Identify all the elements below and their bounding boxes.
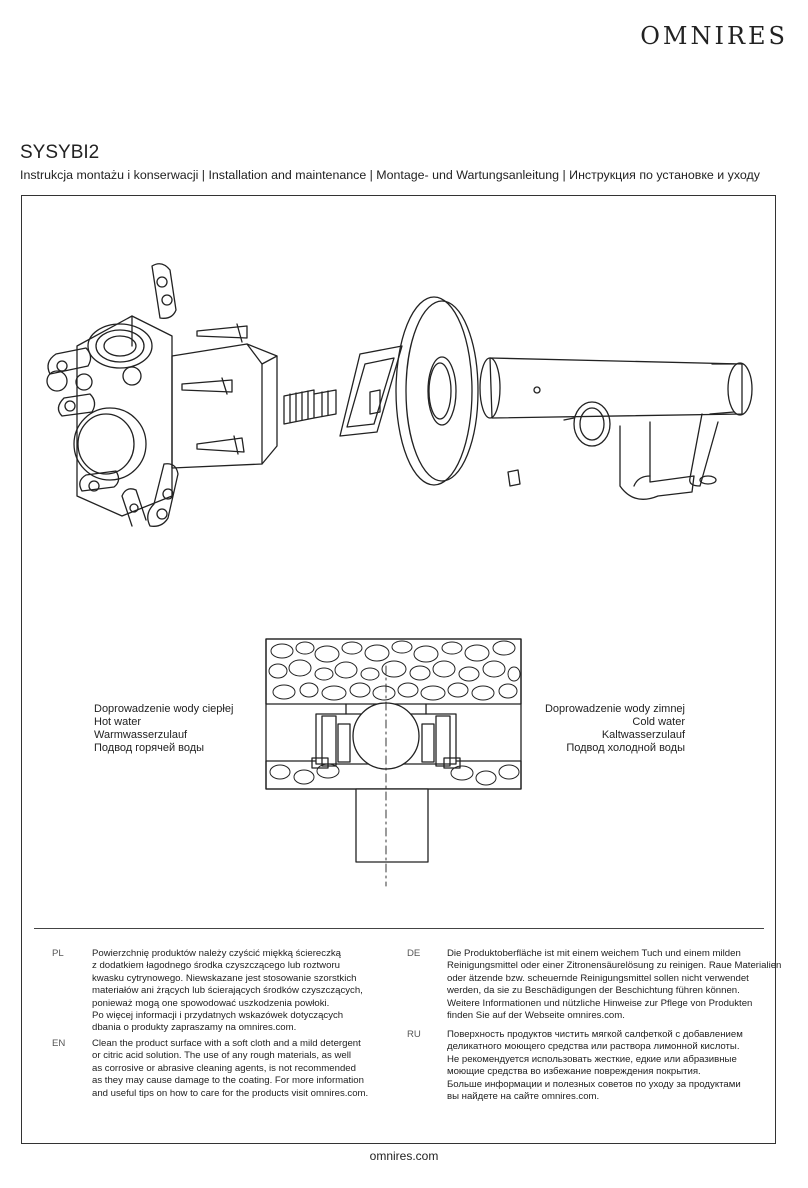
section-divider (34, 928, 764, 929)
wall-outlet-drawing (480, 358, 752, 499)
handle-plate-drawing (340, 346, 402, 436)
language-code: DE (407, 948, 421, 959)
wall-section-drawing (266, 639, 521, 886)
illustration-frame: Doprowadzenie wody ciepłej Hot water Warmwasserzulauf Подвод горячей воды Doprowadzenie wody zimnej Cold water Kaltwasserzulauf Подвод холодной воды PL Powierzchnię produktów należy czyścić miękką ściereczką z dodatkiem łagodnego środka czyszczącego lub roztworu kwasku cytrynowego. Niewskazane jest stosowanie szorstkich materiałów ani żrących lub ścierających środków czyszczących, ponieważ mogą one spowodować uszkodzenia powłoki. Po więcej informacji i przydatnych wskazówek dotyczących dbania o produkty zapraszamy na omnires.com. EN Clean the product surface with a soft cloth and a mild detergent or citric acid solution. The use of any rough materials, as well as corrosive or abrasive cleaning agents, is not recommended as they may cause damage to the coating. For more information and useful tips on how to care for the products visit omnires.com. DE Die Produktoberfläche ist mit einem weichem Tuch und einem milden Reinigungsmittel oder einer Zitronensäurelösung zu reinigen. Raue Materialien oder ätzende bzw. scheuernde Reinigungsmittel sollen nicht verwendet werden, da sie zu Beschädigungen der Beschichtung führen können. Weitere Informationen und nützliche Hinweise zur Pflege von Produkten finden Sie auf der Webseite omnires.com. RU Поверхность продуктов чистить мягкой салфеткой с добавлением деликатного моющего средства или раствора лимонной кислоты. Не рекомендуется использовать жесткие, едкие или абразивные моющие средства во избежание повреждения покрытия. Больше информации и полезных советов по уходу за продуктами вы найдете на сайте omnires.com. (21, 195, 776, 1144)
brand-logo: OMNIRES (640, 22, 788, 50)
language-code: EN (52, 1038, 66, 1049)
escutcheon-rosette-drawing (396, 297, 478, 485)
cold-water-label: Doprowadzenie wody zimnej Cold water Kaltwasserzulauf Подвод холодной воды (544, 703, 685, 754)
footer-website-link[interactable]: omnires.com (369, 1149, 439, 1163)
product-code: SYSYBI2 (20, 142, 100, 163)
language-code: PL (52, 948, 64, 959)
language-code: RU (407, 1029, 421, 1040)
document-subtitle: Instrukcja montażu i konserwacji | Installation and maintenance | Montage- und Wartungsanleitung | Инструкция по установке и уходу (20, 168, 760, 182)
hot-water-label: Doprowadzenie wody ciepłej Hot water Warmwasserzulauf Подвод горячей воды (94, 703, 234, 754)
mounting-box-drawing (47, 264, 336, 527)
